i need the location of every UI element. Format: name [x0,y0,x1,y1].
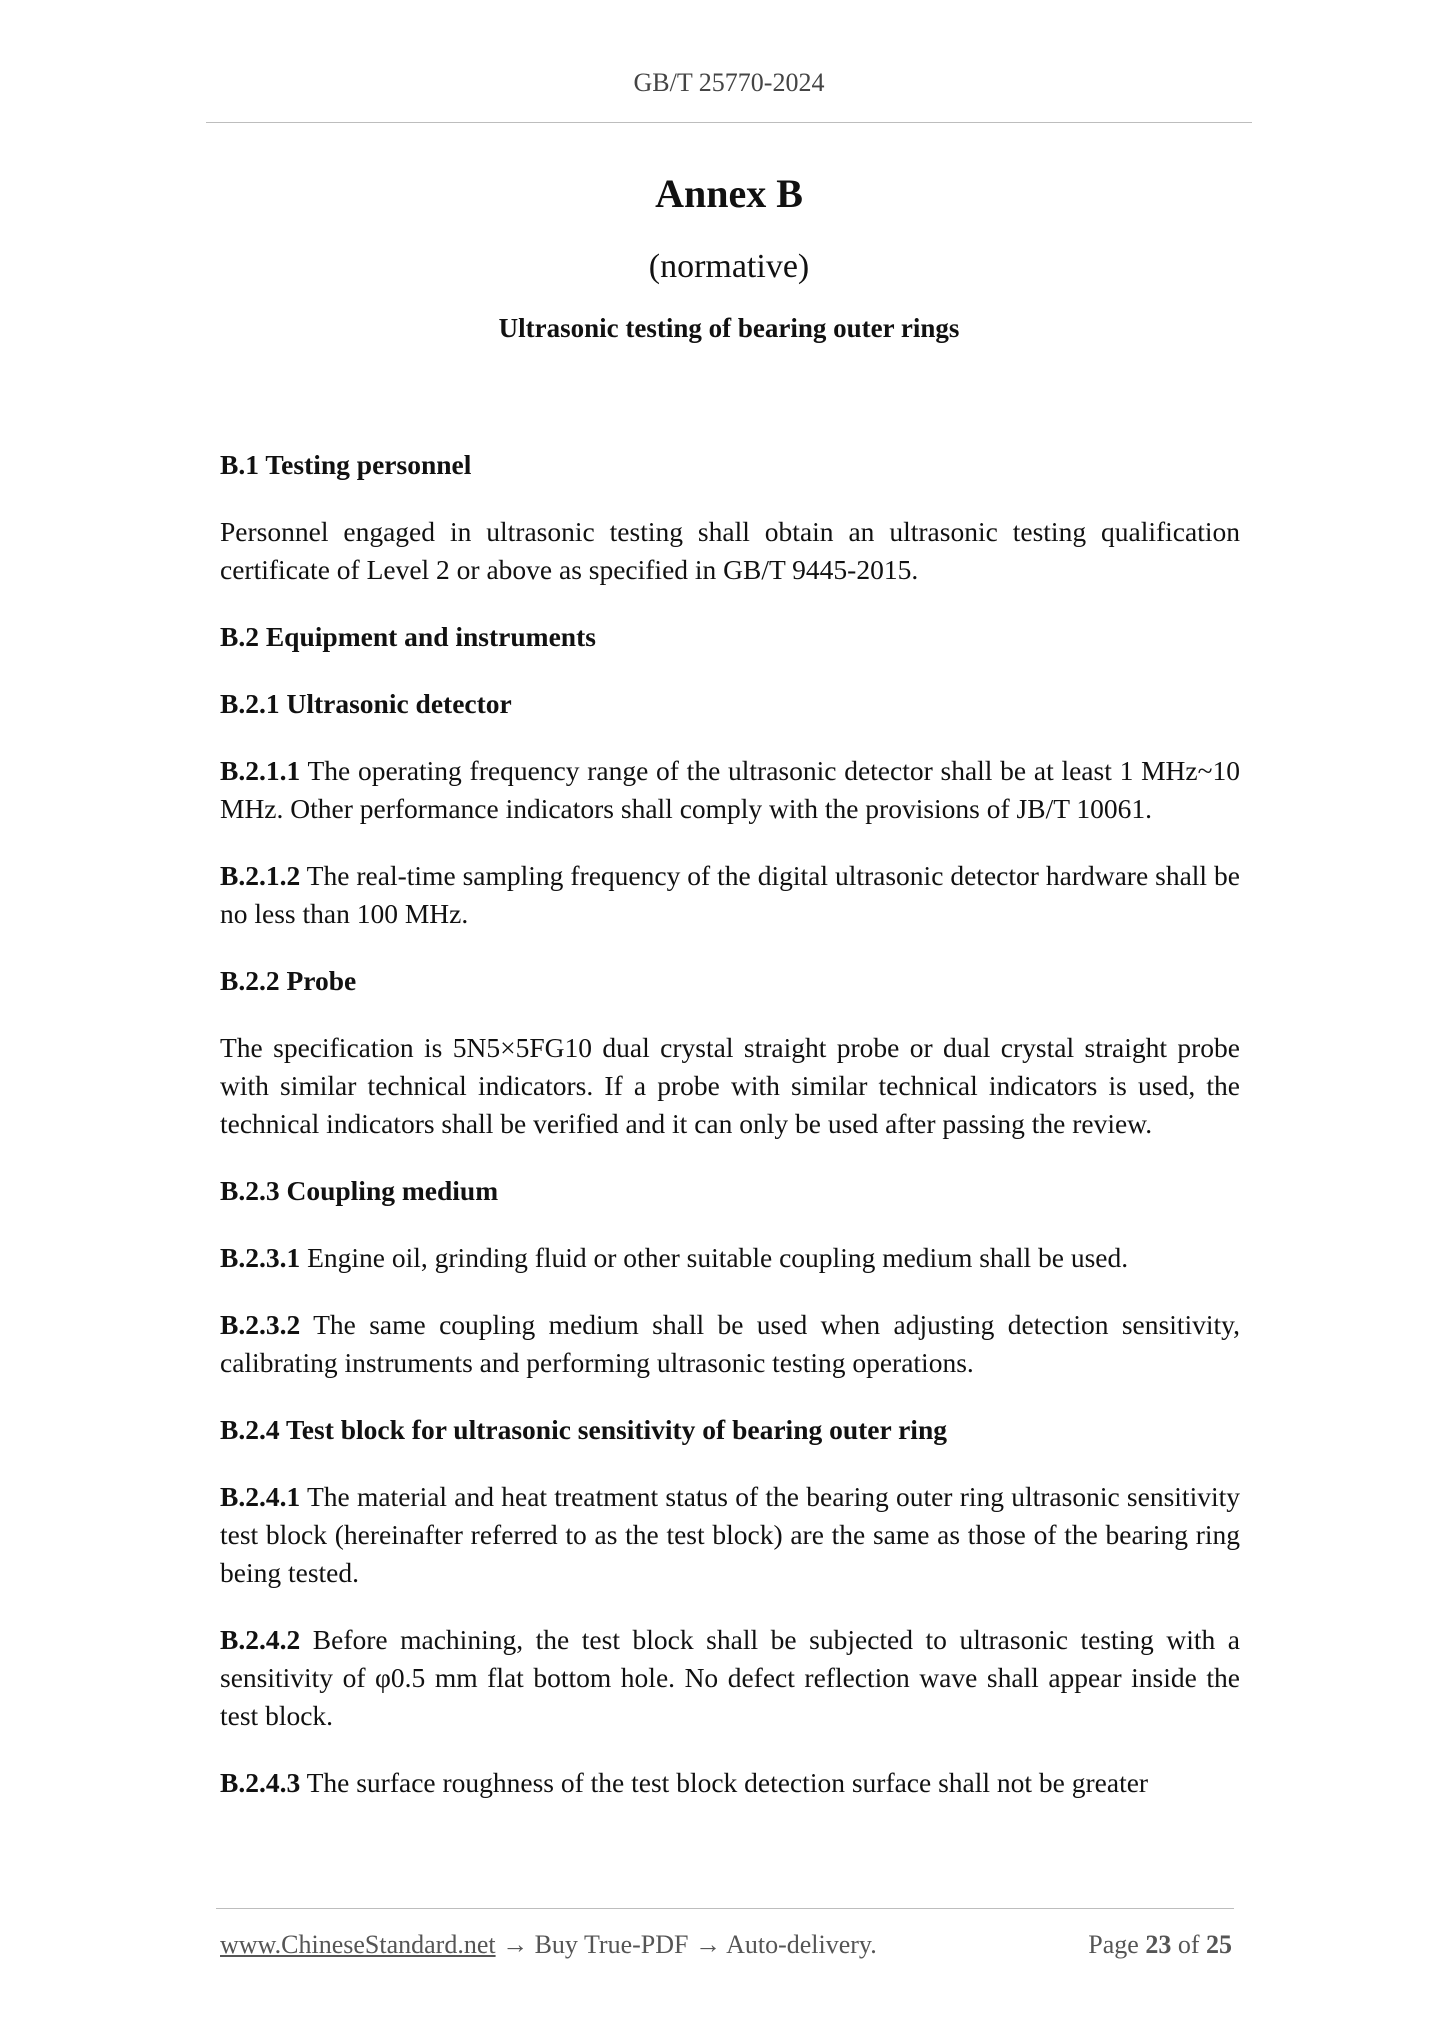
clause-number: B.2.1.2 [220,860,301,891]
page-label: Page [1088,1930,1139,1959]
clause-text: The real-time sampling frequency of the digital ultrasonic detector hardware shall be no less than 100 MHz. [220,860,1240,929]
section-b23-title: B.2.3 Coupling medium [220,1175,499,1206]
of-label: of [1177,1930,1200,1959]
header-divider [206,122,1252,123]
clause-b243 [220,1764,1240,1802]
clause-text: Before machining, the test block shall be subjected to ultrasonic testing with a sensitivity of φ0.5 mm flat bottom hole. No defect reflection wave shall appear inside the test block. [220,1624,1240,1731]
buy-pdf-text: Buy True-PDF [534,1930,689,1959]
section-b24-title: B.2.4 Test block for ultrasonic sensitivity of bearing outer ring [220,1414,947,1445]
website-link[interactable]: www.ChineseStandard.net [220,1930,496,1959]
clause-number: B.2.4.1 [220,1481,301,1512]
clause-b241 [220,1478,1240,1592]
auto-delivery-text: Auto-delivery. [726,1930,877,1959]
clause-number: B.2.3.2 [220,1309,301,1340]
clause-number: B.2.3.1 [220,1242,301,1273]
clause-text: The operating frequency range of the ultrasonic detector shall be at least 1 MHz~10 MHz. Other performance indicators shall comply with the provisions of JB/T 10061. [220,755,1240,824]
arrow-icon: → [695,1930,721,1959]
clause-number: B.2.4.3 [220,1767,301,1798]
clause-number: B.2.1.1 [220,755,301,786]
page-number [1088,1930,1232,1960]
footer-links [220,1930,877,1960]
clause-b211 [220,752,1240,828]
annex-type: (normative) [648,248,810,285]
section-b22-title: B.2.2 Probe [220,965,357,996]
clause-b231 [220,1239,1240,1277]
annex-title: Annex B [655,171,803,216]
section-b2-title: B.2 Equipment and instruments [220,621,596,652]
current-page: 23 [1145,1930,1172,1959]
document-body [220,446,1240,1831]
clause-b212 [220,857,1240,933]
section-b22-text: The specification is 5N5×5FG10 dual crystal straight probe or dual crystal straight probe with similar technical indicators. If a probe with similar technical indicators is used, the technical indicators shall be verified and it can only be used after passing the review. [220,1032,1240,1139]
footer-divider [216,1908,1234,1909]
clause-text: The surface roughness of the test block detection surface shall not be greater [300,1767,1149,1798]
clause-text: Engine oil, grinding fluid or other suitable coupling medium shall be used. [300,1242,1129,1273]
clause-b232 [220,1306,1240,1382]
annex-heading: Ultrasonic testing of bearing outer rings [498,313,960,343]
document-id-header: GB/T 25770-2024 [633,68,825,97]
clause-text: The same coupling medium shall be used when adjusting detection sensitivity, calibrating instruments and performing ultrasonic testing operations. [220,1309,1240,1378]
clause-number: B.2.4.2 [220,1624,301,1655]
section-b21-title: B.2.1 Ultrasonic detector [220,688,512,719]
total-pages: 25 [1206,1930,1232,1959]
clause-b242 [220,1621,1240,1735]
section-b1-title: B.1 Testing personnel [220,449,472,480]
clause-text: The material and heat treatment status of the bearing outer ring ultrasonic sensitivity test block (hereinafter referred to as the test block) are the same as those of the bearing ring being tested. [220,1481,1240,1588]
page-footer [220,1930,1232,1960]
arrow-icon: → [502,1930,529,1959]
section-b1-text: Personnel engaged in ultrasonic testing shall obtain an ultrasonic testing qualification certificate of Level 2 or above as specified in GB/T 9445-2015. [220,516,1240,585]
